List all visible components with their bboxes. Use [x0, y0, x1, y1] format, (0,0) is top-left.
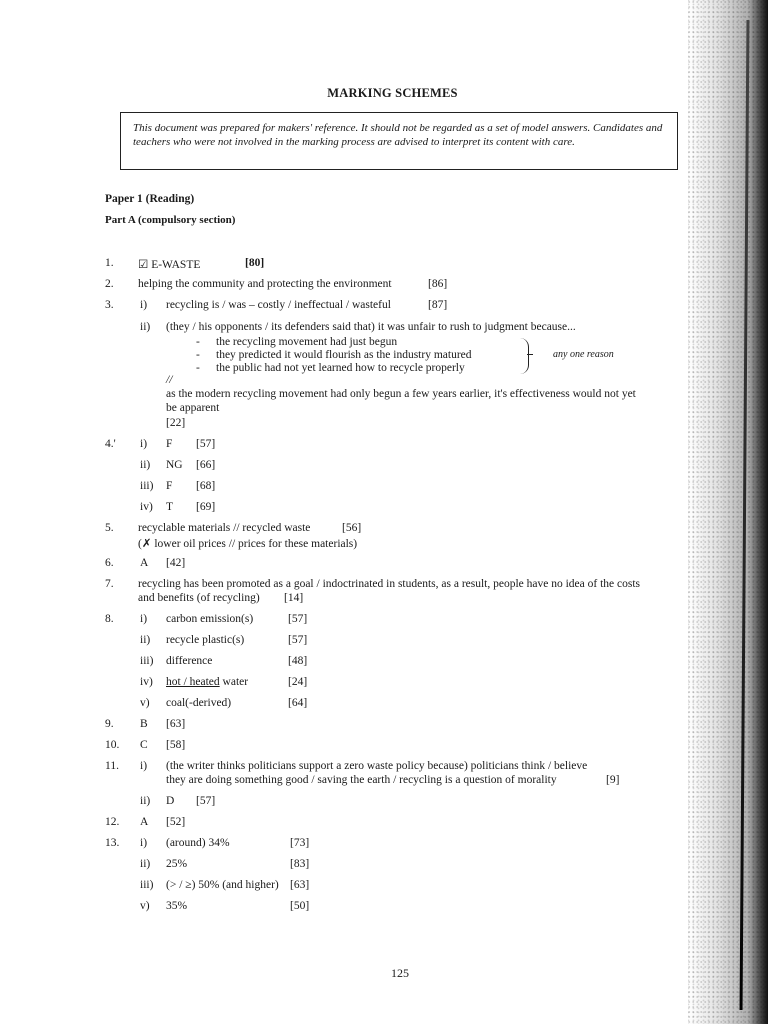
- q9-number: 9.: [105, 718, 114, 730]
- q10-ref: [58]: [166, 739, 186, 751]
- q4-answer: F: [166, 480, 173, 492]
- q5-answer: recyclable materials // recycled waste: [138, 522, 311, 534]
- q11-i-line-2: they are doing something good / saving the earth / recycling is a question of morality: [166, 774, 557, 786]
- brace-tip: [527, 354, 533, 355]
- q8-ref: [24]: [288, 676, 308, 688]
- q5-number: 5.: [105, 522, 114, 534]
- q4-ref: [68]: [196, 480, 216, 492]
- q6-answer: A: [140, 557, 149, 569]
- q13-ref: [63]: [290, 879, 310, 891]
- q3-i-answer: recycling is / was – costly / ineffectual / wasteful: [166, 299, 391, 311]
- q11-ii-label: ii): [140, 795, 151, 807]
- q4-label: ii): [140, 459, 151, 471]
- q3-or-marker: //: [166, 374, 173, 386]
- q11-i-label: i): [140, 760, 148, 772]
- q8-label: iii): [140, 655, 154, 667]
- q8-label: v): [140, 697, 150, 709]
- q8-label: iv): [140, 676, 153, 688]
- paper-heading: Paper 1 (Reading): [105, 193, 195, 205]
- q11-number: 11.: [105, 760, 119, 772]
- q11-i-line-1: (the writer thinks politicians support a zero waste policy because) politicians think / believe: [166, 760, 588, 772]
- q3-ref: [22]: [166, 417, 186, 429]
- q4-ref: [66]: [196, 459, 216, 471]
- q11-ii-answer: D: [166, 795, 175, 807]
- q4-ref: [69]: [196, 501, 216, 513]
- q4-ref: [57]: [196, 438, 216, 450]
- bullet-dash: -: [196, 362, 200, 374]
- q3-alt-line-2: be apparent: [166, 402, 220, 414]
- q8-answer: difference: [166, 655, 213, 667]
- q13-ref: [83]: [290, 858, 310, 870]
- q1-number: 1.: [105, 257, 114, 269]
- q13-ref: [73]: [290, 837, 310, 849]
- q10-number: 10.: [105, 739, 120, 751]
- brace-mark: [520, 338, 529, 374]
- q13-number: 13.: [105, 837, 120, 849]
- q13-answer: 25%: [166, 858, 188, 870]
- q3-bullet-2: they predicted it would flourish as the industry matured: [216, 349, 472, 361]
- bullet-dash: -: [196, 336, 200, 348]
- q12-answer: A: [140, 816, 149, 828]
- q3-alt-line-1: as the modern recycling movement had only begun a few years earlier, it's effectiveness would not yet: [166, 388, 636, 400]
- q2-ref: [86]: [428, 278, 448, 290]
- q9-ref: [63]: [166, 718, 186, 730]
- q2-number: 2.: [105, 278, 114, 290]
- q10-answer: C: [140, 739, 148, 751]
- page-number: 125: [391, 966, 409, 980]
- q1-ref: [80]: [245, 257, 265, 269]
- q13-label: i): [140, 837, 148, 849]
- q1-text: E-WASTE: [151, 259, 201, 271]
- q4-answer: F: [166, 438, 173, 450]
- q7-answer-line-1: recycling has been promoted as a goal / indoctrinated in students, as a result, people have no idea of the costs: [138, 578, 641, 590]
- q8-answer: recycle plastic(s): [166, 634, 245, 646]
- page-binding-shadow: [688, 0, 768, 1024]
- q5-ref: [56]: [342, 522, 362, 534]
- q4-answer: T: [166, 501, 174, 513]
- q13-answer: (around) 34%: [166, 837, 230, 849]
- q8-answer: coal(-derived): [166, 697, 232, 709]
- q8-answer-rest: water: [219, 676, 249, 688]
- q9-answer: B: [140, 718, 148, 730]
- q4-answer: NG: [166, 459, 183, 471]
- q4-number: 4.': [105, 438, 116, 450]
- q8-answer: [166, 676, 248, 688]
- q4-label: iv): [140, 501, 153, 513]
- q3-i-ref: [87]: [428, 299, 448, 311]
- q1-answer: [138, 257, 200, 271]
- q4-label: iii): [140, 480, 154, 492]
- q6-ref: [42]: [166, 557, 186, 569]
- q12-ref: [52]: [166, 816, 186, 828]
- q12-number: 12.: [105, 816, 120, 828]
- q3-ii-label: ii): [140, 321, 151, 333]
- q13-label: v): [140, 900, 150, 912]
- page-title: MARKING SCHEMES: [327, 86, 458, 100]
- q8-ref: [64]: [288, 697, 308, 709]
- q8-ref: [57]: [288, 634, 308, 646]
- q8-answer: carbon emission(s): [166, 613, 254, 625]
- q8-label: ii): [140, 634, 151, 646]
- q3-bullet-1: the recycling movement had just begun: [216, 336, 398, 348]
- bullet-dash: -: [196, 349, 200, 361]
- q4-label: i): [140, 438, 148, 450]
- q13-label: ii): [140, 858, 151, 870]
- q7-number: 7.: [105, 578, 114, 590]
- q6-number: 6.: [105, 557, 114, 569]
- q11-i-ref: [9]: [606, 774, 620, 786]
- q8-ref: [57]: [288, 613, 308, 625]
- q13-ref: [50]: [290, 900, 310, 912]
- q8-answer-underlined: hot / heated: [166, 676, 220, 688]
- q7-ref: [14]: [284, 592, 304, 604]
- q3-i-label: i): [140, 299, 148, 311]
- q5-exclusion: (✗ lower oil prices // prices for these materials): [138, 538, 358, 550]
- q3-number: 3.: [105, 299, 114, 311]
- checkbox-icon: ☑: [138, 259, 149, 271]
- q11-ii-ref: [57]: [196, 795, 216, 807]
- q2-answer: helping the community and protecting the environment: [138, 278, 392, 290]
- q13-label: iii): [140, 879, 154, 891]
- q8-number: 8.: [105, 613, 114, 625]
- q13-answer: (> / ≥) 50% (and higher): [166, 879, 279, 891]
- part-heading: Part A (compulsory section): [105, 214, 236, 226]
- q7-answer-line-2: and benefits (of recycling): [138, 592, 260, 604]
- q3-ii-answer: (they / his opponents / its defenders said that) it was unfair to rush to judgment because...: [166, 321, 576, 333]
- q13-answer: 35%: [166, 900, 188, 912]
- q8-ref: [48]: [288, 655, 308, 667]
- q3-bullet-3: the public had not yet learned how to recycle properly: [216, 362, 465, 374]
- any-one-reason-note: any one reason: [553, 349, 614, 360]
- q8-label: i): [140, 613, 148, 625]
- reference-note: This document was prepared for makers' reference. It should not be regarded as a set of model answers. Candidates and teachers who were not involved in the marking process are advised to interpret its content with care.: [120, 112, 678, 170]
